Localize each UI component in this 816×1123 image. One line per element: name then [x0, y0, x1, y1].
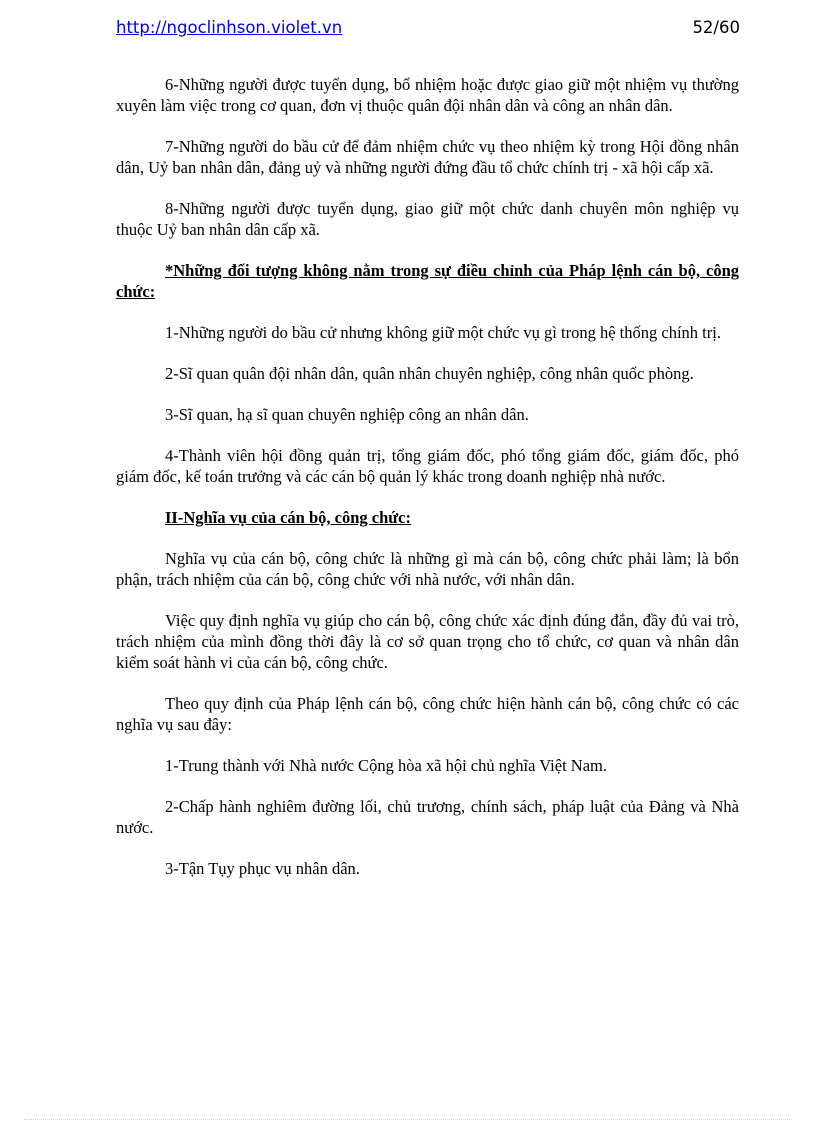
paragraph: 2-Sĩ quan quân đội nhân dân, quân nhân chuyên nghiệp, công nhân quốc phòng.	[165, 364, 694, 383]
page-number: 52/60	[692, 18, 740, 37]
paragraph: 6-Những người được tuyển dụng, bổ nhiệm hoặc được giao giữ một nhiệm vụ thường xuyên làm việc trong cơ quan, đơn vị thuộc quân đội nhân dân và công an nhân dân.	[116, 75, 739, 115]
page-header	[116, 18, 740, 40]
paragraph: 4-Thành viên hội đồng quản trị, tổng giám đốc, phó tổng giám đốc, giám đốc, phó giám đốc, kế toán trưởng và các cán bộ quản lý khác trong doanh nghiệp nhà nước.	[116, 446, 739, 486]
document-body	[116, 74, 739, 899]
paragraph: 8-Những người được tuyển dụng, giao giữ một chức danh chuyên môn nghiệp vụ thuộc Uỷ ban nhân dân cấp xã.	[116, 199, 739, 239]
paragraph: Theo quy định của Pháp lệnh cán bộ, công chức hiện hành cán bộ, công chức có các nghĩa vụ sau đây:	[116, 694, 739, 734]
paragraph: 2-Chấp hành nghiêm đường lối, chủ trương, chính sách, pháp luật của Đảng và Nhà nước.	[116, 797, 739, 837]
page-bottom-divider	[24, 1119, 792, 1120]
paragraph: 1-Những người do bầu cử nhưng không giữ một chức vụ gì trong hệ thống chính trị.	[165, 323, 721, 342]
section-heading: *Những đối tượng không nằm trong sự điều chỉnh của Pháp lệnh cán bộ, công chức:	[116, 261, 739, 301]
paragraph: 3-Sĩ quan, hạ sĩ quan chuyên nghiệp công an nhân dân.	[165, 405, 529, 424]
paragraph: Việc quy định nghĩa vụ giúp cho cán bộ, công chức xác định đúng đắn, đầy đủ vai trò, trách nhiệm của mình đồng thời đây là cơ sở quan trọng cho tổ chức, cơ quan và nhân dân kiểm soát hành vi của cán bộ, công chức.	[116, 611, 739, 672]
section-heading: II-Nghĩa vụ của cán bộ, công chức:	[165, 508, 411, 527]
paragraph: 1-Trung thành với Nhà nước Cộng hòa xã hội chủ nghĩa Việt Nam.	[165, 756, 607, 775]
paragraph: 7-Những người do bầu cử để đảm nhiệm chức vụ theo nhiệm kỳ trong Hội đồng nhân dân, Uỷ ban nhân dân, đảng uỷ và những người đứng đầu tổ chức chính trị - xã hội cấp xã.	[116, 137, 739, 177]
site-link[interactable]: http://ngoclinhson.violet.vn	[116, 18, 343, 37]
paragraph: Nghĩa vụ của cán bộ, công chức là những gì mà cán bộ, công chức phải làm; là bổn phận, trách nhiệm của cán bộ, công chức với nhà nước, với nhân dân.	[116, 549, 739, 589]
paragraph: 3-Tận Tụy phục vụ nhân dân.	[165, 859, 360, 878]
